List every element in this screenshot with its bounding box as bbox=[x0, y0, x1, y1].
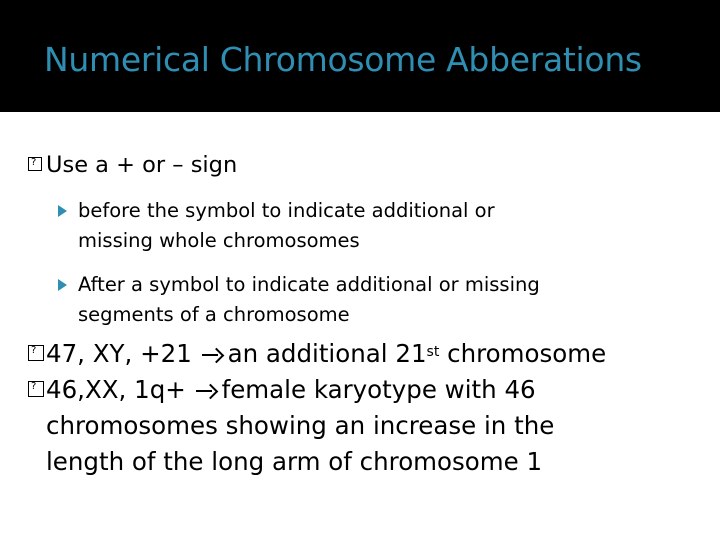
description-text-end: chromosome bbox=[447, 339, 607, 368]
arrow-bullet-icon bbox=[58, 279, 67, 291]
sub-bullet-line2: missing whole chromosomes bbox=[78, 229, 360, 252]
title-bar bbox=[0, 0, 720, 112]
missing-glyph-bullet-icon bbox=[28, 381, 44, 397]
missing-glyph-bullet-icon bbox=[28, 157, 42, 171]
description-line1: female karyotype with 46 bbox=[221, 375, 536, 404]
arrow-bullet-icon bbox=[58, 205, 67, 217]
description-line3: length of the long arm of chromosome 1 bbox=[46, 447, 543, 476]
slide-title: Numerical Chromosome Abberations bbox=[44, 40, 642, 79]
bullet-use-sign bbox=[28, 152, 237, 178]
missing-glyph-bullet-icon bbox=[28, 345, 44, 361]
ordinal-suffix: st bbox=[426, 344, 440, 360]
karyotype-notation: 47, XY, +21 bbox=[46, 339, 192, 368]
sub-bullet-line1: before the symbol to indicate additional or bbox=[78, 199, 495, 222]
bullet-text: Use a + or – sign bbox=[46, 152, 238, 178]
sub-bullet-line2: segments of a chromosome bbox=[78, 303, 350, 326]
bullet-46xx bbox=[28, 372, 708, 480]
sub-bullet-line1: After a symbol to indicate additional or missing bbox=[78, 273, 540, 296]
sub-bullet-before-symbol bbox=[78, 196, 678, 256]
bullet-47xy bbox=[28, 336, 708, 372]
description-text: an additional 21 bbox=[227, 339, 427, 368]
sub-bullet-after-symbol bbox=[78, 270, 678, 330]
right-arrow-icon bbox=[202, 348, 224, 362]
karyotype-notation: 46,XX, 1q+ bbox=[46, 375, 186, 404]
right-arrow-icon bbox=[196, 384, 218, 398]
description-line2: chromosomes showing an increase in the bbox=[46, 411, 555, 440]
